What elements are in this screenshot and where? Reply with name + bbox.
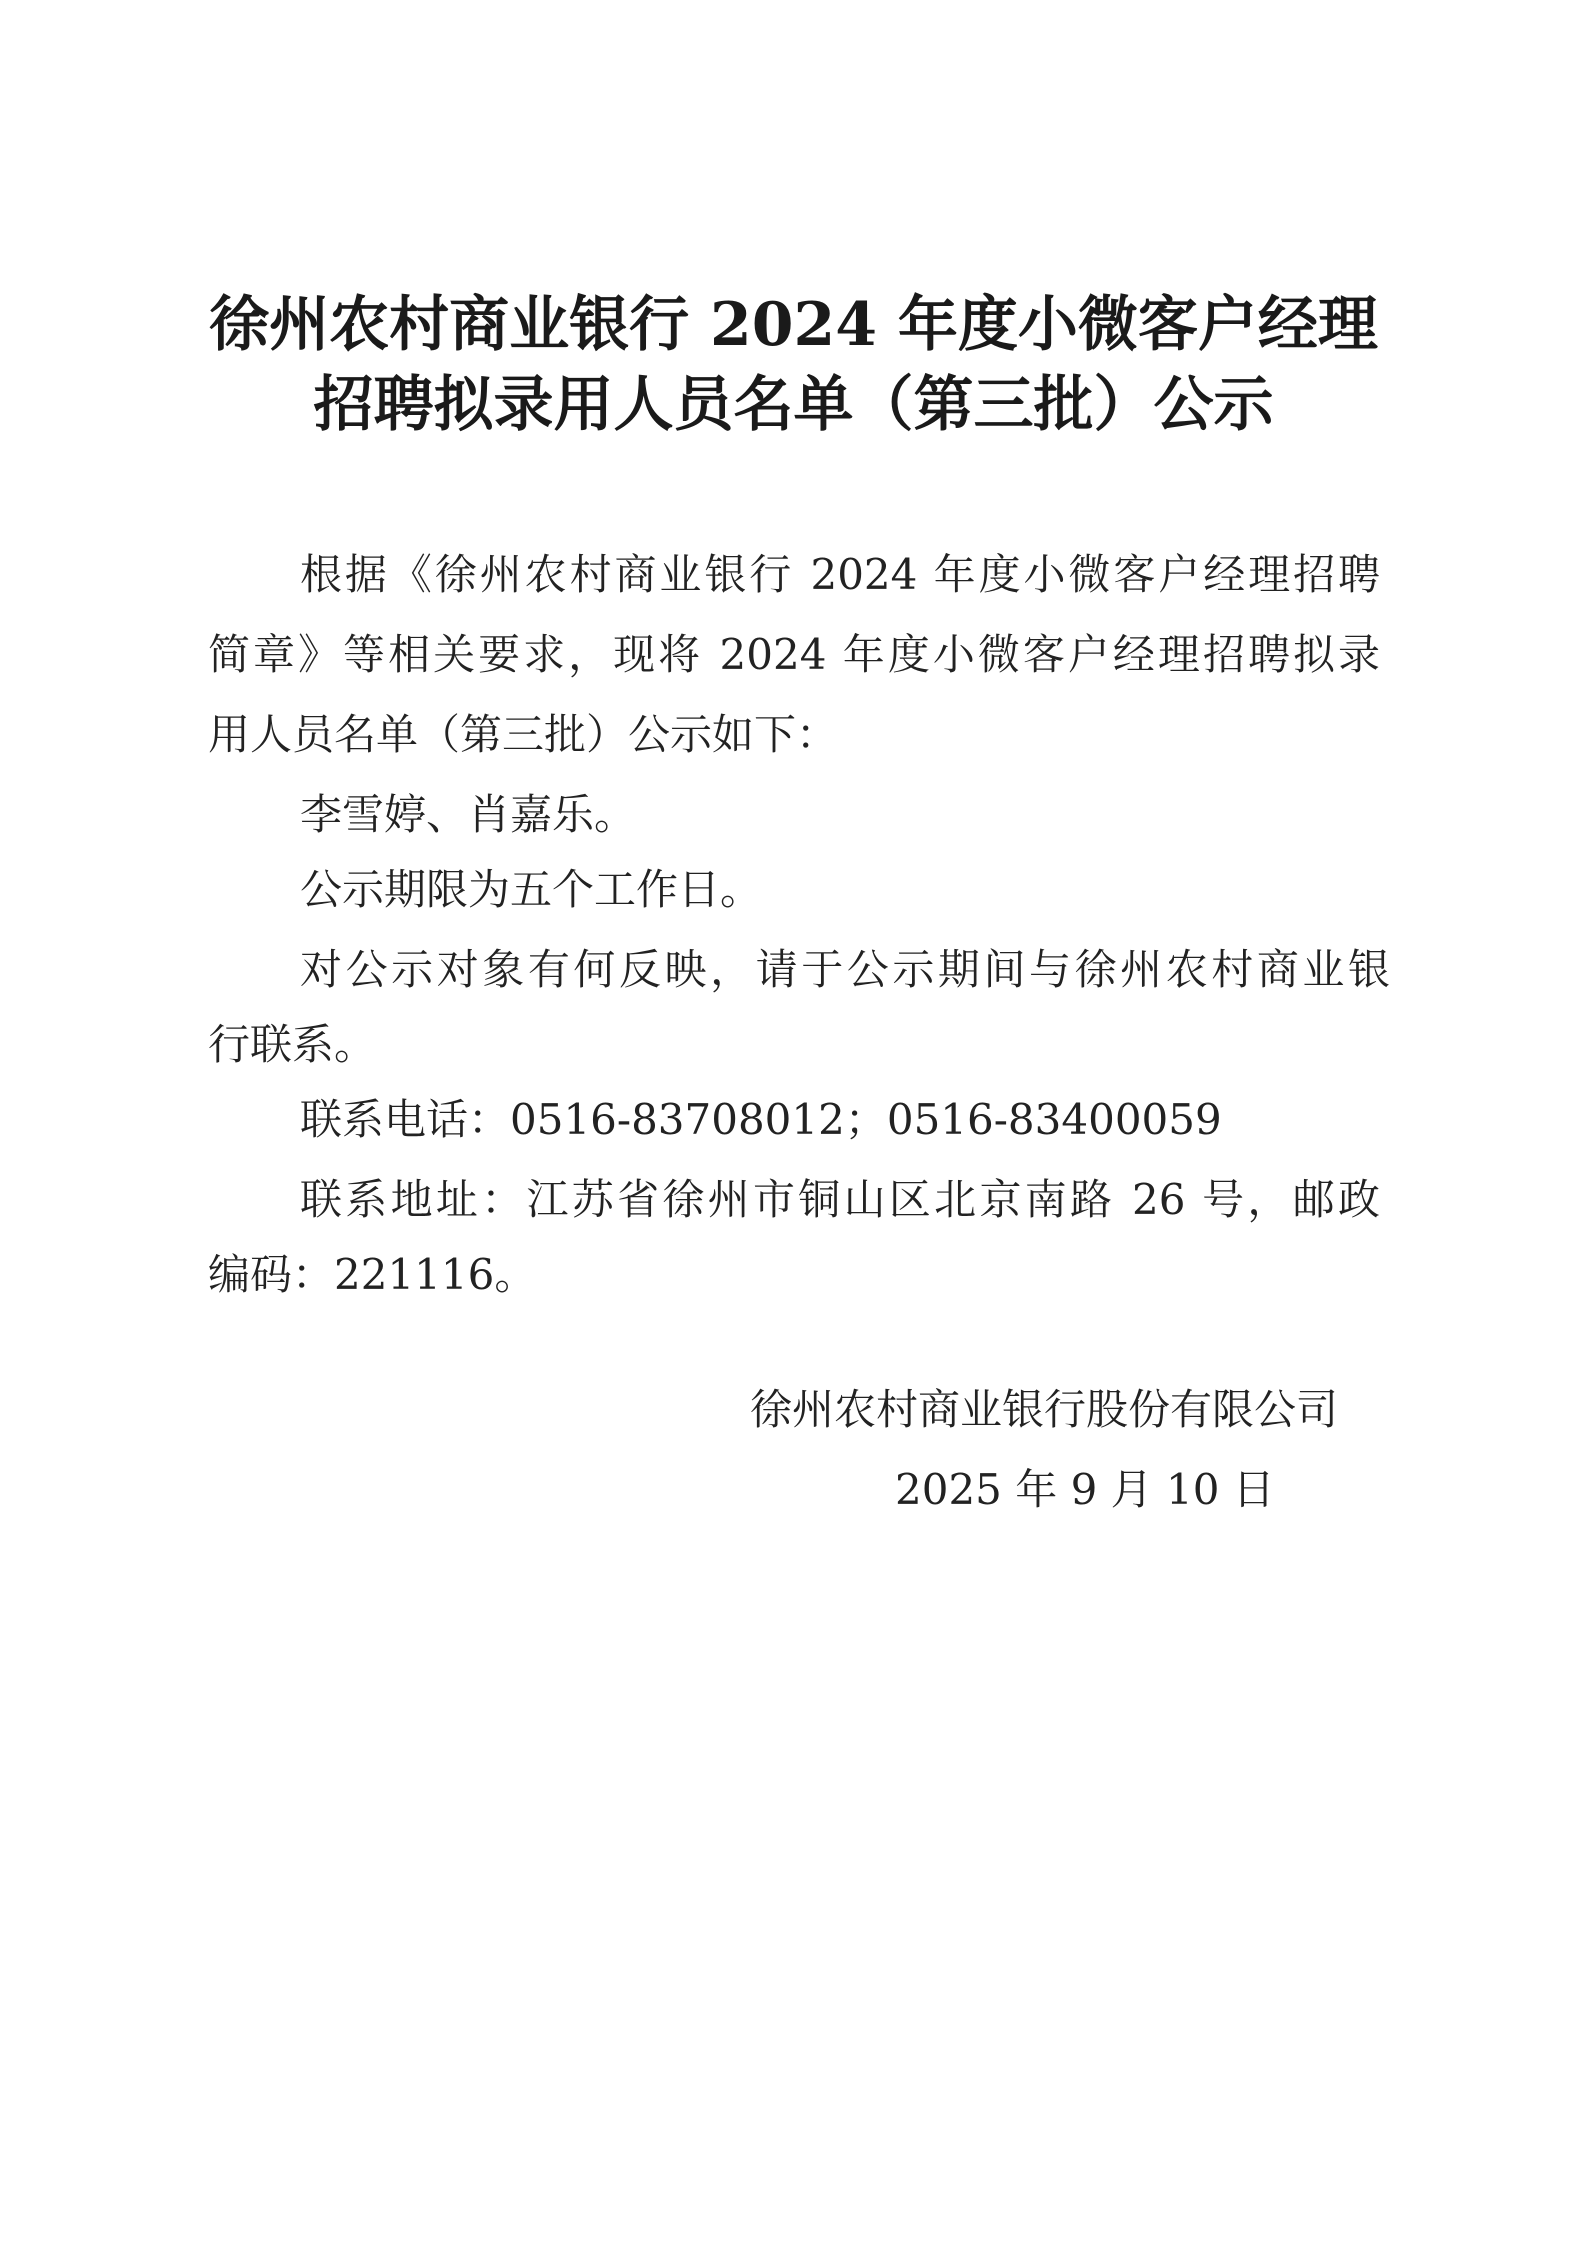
signature-date: 2025 年 9 月 10 日 bbox=[895, 1465, 1275, 1514]
signature-organization: 徐州农村商业银行股份有限公司 bbox=[750, 1385, 1339, 1434]
intro-line-1: 根据《徐州农村商业银行 2024 年度小微客户经理招聘 bbox=[300, 550, 1380, 599]
address-line-2: 编码：221116。 bbox=[208, 1250, 537, 1299]
intro-line-3: 用人员名单（第三批）公示如下： bbox=[208, 710, 839, 759]
title-line-2: 招聘拟录用人员名单（第三批）公示 bbox=[313, 370, 1274, 440]
title-line-1: 徐州农村商业银行 2024 年度小微客户经理 bbox=[209, 290, 1378, 360]
address-line-1: 联系地址：江苏省徐州市铜山区北京南路 26 号，邮政 bbox=[300, 1175, 1380, 1224]
feedback-line-2: 行联系。 bbox=[208, 1020, 377, 1069]
candidate-names: 李雪婷、肖嘉乐。 bbox=[300, 790, 637, 839]
publicity-period: 公示期限为五个工作日。 bbox=[300, 865, 763, 914]
contact-phone: 联系电话：0516-83708012；0516-83400059 bbox=[300, 1095, 1222, 1144]
intro-line-2: 简章》等相关要求，现将 2024 年度小微客户经理招聘拟录 bbox=[208, 630, 1380, 679]
feedback-line-1: 对公示对象有何反映，请于公示期间与徐州农村商业银 bbox=[300, 945, 1390, 994]
